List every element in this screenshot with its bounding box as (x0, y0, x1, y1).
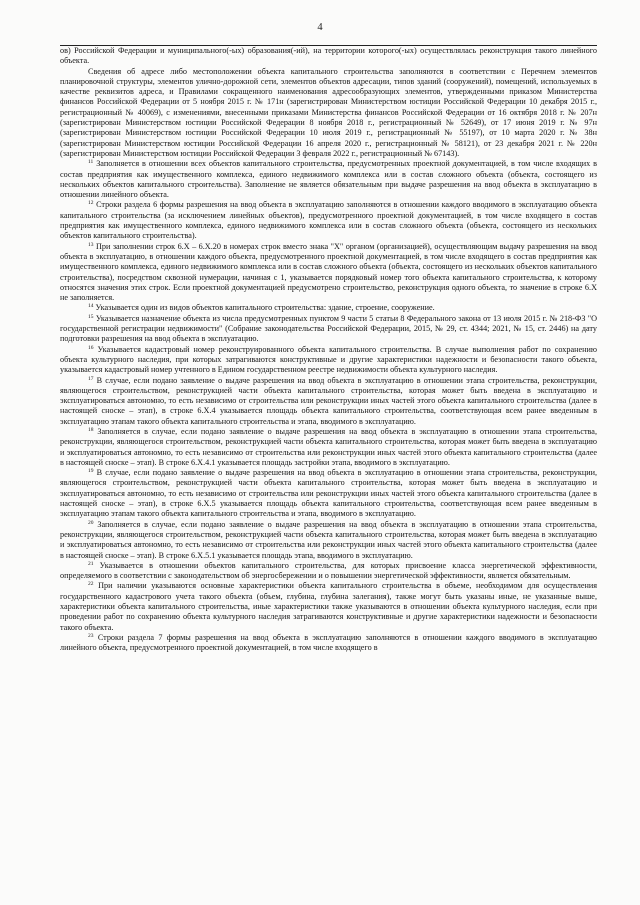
footnotes-body (60, 46, 597, 654)
footnote-marker: 20 (88, 519, 94, 526)
continued-paragraph: ов) Российской Федерации и муниципального(-ых) образования(-ий), на территории которого(-ых) осуществлялась реконструкция такого линейного объекта. (60, 46, 597, 66)
footnote-20: $^{20}$ Заполняется в случае, если подано заявление о выдаче разрешения на ввод объекта в эксплуатацию в отношении этапа строительства, реконструкции, являющегося строительством, реконструкцией части объекта капитального строительства, которая может быть введена в эксплуатацию и эксплуатироваться автономно, то есть независимо от строительства или реконструкции иных частей этого объекта капитального строительства (далее в настоящей сноске – этап). В строке 6.X.5.1 указывается площадь этапа, вводимого в эксплуатацию. (60, 519, 597, 560)
footnote-17: $^{17}$ В случае, если подано заявление о выдаче разрешения на ввод объекта в эксплуатацию в отношении этапа строительства, реконструкции, являющегося строительством, реконструкцией части объекта капитального строительства, которая может быть введена в эксплуатацию и эксплуатироваться автономно, то есть независимо от строительства или реконструкции иных частей этого объекта капитального строительства (далее в настоящей сноске – этап), в строке 6.X.4 указывается площадь объекта капитального строительства, соответствующая всем ранее введенным в эксплуатацию этапам такого объекта капитального строительства и этапа, вводимого в эксплуатацию. (60, 375, 598, 426)
footnote-21: $^{21}$ Указывается в отношении объектов капитального строительства, для которых присвоение класса энергетической эффективности, определяемого в соответствии с законодательством об энергосбережении и о повышении энергетической эффективности, является обязательным. (60, 560, 598, 581)
footnote-marker: 17 (88, 375, 94, 382)
footnote-13: $^{13}$ При заполнении строк 6.X – 6.X.20 в номерах строк вместо знака "X" органом (организацией), осуществляющим выдачу разрешения на ввод объекта в эксплуатацию, в отношении каждого объекта, предусмотренного проектной документацией, в том числе входящего в состав предприятия как имущественного комплекса, единого недвижимого комплекса или в состав сложного объекта (объекта, состоящего из нескольких объектов капитального строительства), посредством сквозной нумерации, начиная с 1, указывается порядковый номер того объекта капитального строительства, к которому относятся значения этих строк. Если проектной документацией предусмотрено строительство, реконструкция одного объекта, то значение в строке 6.X не заполняется. (60, 241, 598, 303)
footnote-marker: 15 (88, 313, 94, 320)
footnote-marker: 21 (88, 560, 94, 567)
footnote-12: $^{12}$ Строки раздела 6 формы разрешения на ввод объекта в эксплуатацию заполняются в отношении каждого вводимого в эксплуатацию объекта капитального строительства (за исключением линейных объектов), предусмотренного проектной документацией, в том числе входящего в состав предприятия как имущественного комплекса, единого недвижимого комплекса или в состав сложного объекта (объекта, состоящего из нескольких объектов капитального строительства). (60, 200, 597, 241)
paragraph-address: Сведения об адресе либо местоположении объекта капитального строительства заполняются в соответствии с Перечнем элементов планировочной структуры, элементов улично-дорожной сети, элементов объектов адресации, типов зданий (сооружений), помещений, используемых в качестве реквизитов адреса, и Правилами сокращенного наименования адресообразующих элементов, утвержденными приказом Министерства финансов Российской Федерации от 5 ноября 2015 г. № 171н (зарегистрирован Министерством юстиции Российской Федерации 10 декабря 2015 г., регистрационный № 40069), с изменениями, внесенными приказами Министерства финансов Российской Федерации от 16 октября 2018 г. № 207н (зарегистрирован Министерством юстиции Российской Федерации 8 ноября 2018 г., регистрационный № 52649), от 17 июня 2019 г. № 97н (зарегистрирован Министерством юстиции Российской Федерации 10 июля 2019 г., регистрационный № 55197), от 10 марта 2020 г. № 38н (зарегистрирован Министерством юстиции Российской Федерации 16 апреля 2020 г., регистрационный № 58121), от 23 декабря 2021 г. № 220н (зарегистрирован Министерством юстиции Российской Федерации 3 февраля 2022 г., регистрационный № 67143). (60, 66, 597, 158)
footnote-18: $^{18}$ Заполняется в случае, если подано заявление о выдаче разрешения на ввод объекта в эксплуатацию в отношении этапа строительства, реконструкции, являющегося строительством, реконструкцией части объекта капитального строительства, которая может быть введена в эксплуатацию и эксплуатироваться автономно, то есть независимо от строительства или реконструкции иных частей этого объекта капитального строительства (далее в настоящей сноске – этап). В строке 6.X.4.1 указывается площадь застройки этапа, вводимого в эксплуатацию. (60, 426, 597, 467)
page-number: 4 (317, 22, 323, 33)
footnote-marker: 11 (88, 159, 94, 166)
footnote-marker: 23 (88, 632, 94, 639)
footnote-marker: 22 (88, 581, 94, 588)
footnote-23: $^{23}$ Строки раздела 7 формы разрешения на ввод объекта в эксплуатацию заполняются в отношении каждого вводимого в эксплуатацию линейного объекта, предусмотренного проектной документацией, в том числе входящего в (60, 632, 598, 653)
footnote-marker: 13 (88, 241, 94, 248)
footnote-marker: 12 (88, 200, 94, 207)
footnote-15: $^{15}$ Указывается назначение объекта из числа предусмотренных пунктом 9 части 5 статьи 8 Федерального закона от 13 июля 2015 г. № 218-ФЗ "О государственной регистрации недвижимости" (Собрание законодательства Российской Федерации, 2015, № 29, ст. 4344; 2021, № 15, ст. 2446) на дату подготовки разрешения на ввод объекта в эксплуатацию. (60, 313, 598, 344)
footnote-marker: 14 (88, 303, 94, 310)
footnote-marker: 19 (88, 468, 94, 475)
footnote-marker: 18 (88, 426, 94, 433)
footnote-19: $^{19}$ В случае, если подано заявление о выдаче разрешения на ввод объекта в эксплуатацию в отношении этапа строительства, реконструкции, являющегося строительством, реконструкцией части объекта капитального строительства, которая может быть введена в эксплуатацию и эксплуатироваться автономно, то есть независимо от строительства или реконструкции иных частей этого объекта капитального строительства (далее в настоящей сноске – этап), в строке 6.X.5 указывается площадь объекта капитального строительства, соответствующая всем ранее введенным в эксплуатацию этапам такого объекта капитального строительства и этапа, вводимого в эксплуатацию. (60, 468, 598, 519)
footnote-22: $^{22}$ При наличии указываются основные характеристики объекта капитального строительства в объеме, необходимом для осуществления государственного кадастрового учета такого объекта (объем, глубина, глубина залегания), также могут быть указаны иные, не указанные выше, характеристики объекта капитального строительства, иные характеристики также указываются в отношении объекта культурного наследия, если при проведении работ по сохранению объекта культурного наследия затрагиваются конструктивные и другие характеристики надежности и безопасности такого объекта. (60, 581, 598, 632)
footnote-11: $^{11}$ Заполняется в отношении всех объектов капитального строительства, предусмотренных проектной документацией, в том числе входящих в состав предприятия как имущественного комплекса, единого недвижимого комплекса или в состав сложного объекта (объекта, состоящего из нескольких объектов капитального строительства). Заполнение не является обязательным при выдаче разрешения на ввод объекта в эксплуатацию в отношении линейного объекта. (60, 159, 597, 200)
footnote-14: $^{14}$ Указывается один из видов объектов капитального строительства: здание, строение, сооружение. (88, 303, 435, 313)
footnote-marker: 16 (88, 344, 94, 351)
footnote-16: $^{16}$ Указывается кадастровый номер реконструированного объекта капитального строительства. В случае выполнения работ по сохранению объекта культурного наследия, при которых затрагиваются конструктивные и другие характеристики надежности и безопасности такого объекта, указывается кадастровый номер учтенного в Едином государственном реестре недвижимости объекта культурного наследия. (60, 344, 597, 375)
